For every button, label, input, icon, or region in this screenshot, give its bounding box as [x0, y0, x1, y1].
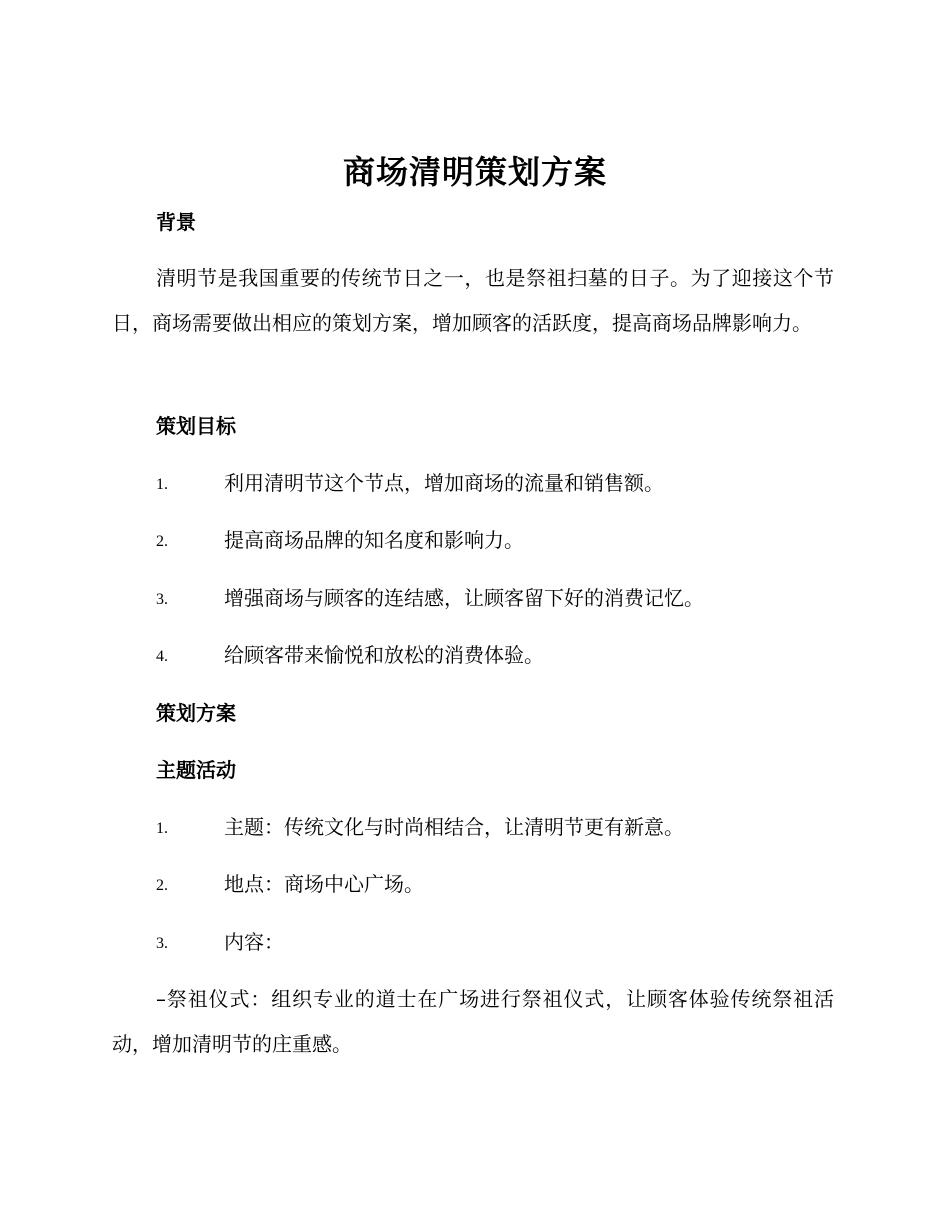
list-text: 给顾客带来愉悦和放松的消费体验。: [224, 643, 544, 667]
list-text: 地点：商场中心广场。: [224, 872, 424, 896]
list-text: 内容：: [224, 930, 284, 954]
paragraph-ceremony: –祭祖仪式：组织专业的道士在广场进行祭祖仪式，让顾客体验传统祭祖活动，增加清明节的庄重感。: [112, 987, 834, 1056]
list-text: 增强商场与顾客的连结感，让顾客留下好的消费记忆。: [224, 586, 704, 610]
paragraph-background: 清明节是我国重要的传统节日之一，也是祭祖扫墓的日子。为了迎接这个节日，商场需要做出相应的策划方案，增加顾客的活跃度，提高商场品牌影响力。: [112, 266, 834, 335]
list-text: 主题：传统文化与时尚相结合，让清明节更有新意。: [224, 815, 684, 839]
document-title: 商场清明策划方案: [342, 153, 607, 191]
heading-plan: 策划方案: [156, 701, 236, 725]
list-number: 4.: [156, 648, 168, 665]
list-number: 1.: [156, 476, 168, 493]
heading-background: 背景: [156, 210, 196, 234]
list-number: 2.: [156, 533, 168, 550]
heading-theme-activity: 主题活动: [156, 758, 236, 782]
list-text: 提高商场品牌的知名度和影响力。: [224, 528, 524, 552]
list-number: 2.: [156, 877, 168, 894]
list-number: 3.: [156, 935, 168, 952]
list-number: 1.: [156, 820, 168, 837]
list-number: 3.: [156, 591, 168, 608]
heading-goals: 策划目标: [156, 414, 236, 438]
list-text: 利用清明节这个节点，增加商场的流量和销售额。: [224, 471, 664, 495]
